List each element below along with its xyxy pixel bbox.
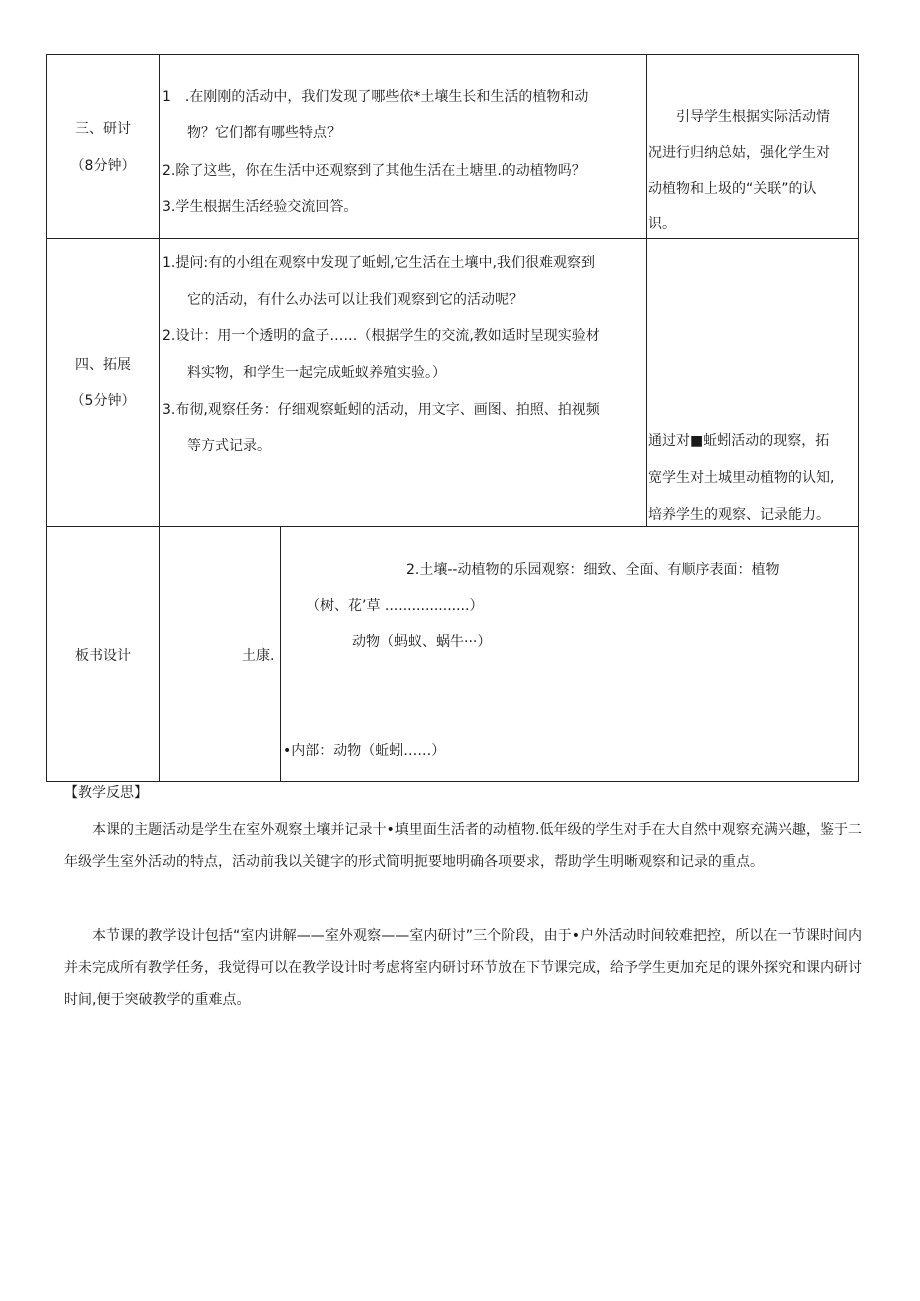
- reflection-paragraph: 本课的主题活动是学生在室外观察土壤并记录十•填里面生活者的动植物.低年级的学生对手在大自然中观察充满兴趣，鉴于二年级学生室外活动的特点，活动前我以关键字的形式简明扼要地明确各项要求，帮助学生明晰观察和记录的重点。: [64, 822, 862, 870]
- intent-line: 动植物和上圾的“关联”的认: [648, 181, 817, 197]
- intent-line: 通过对■蚯蚓活动的现察，拓: [648, 433, 830, 449]
- board-design-label: 板书设计: [75, 648, 131, 664]
- table-column-divider: [646, 54, 647, 527]
- intent-line: 培养学生的观察、记录能力。: [648, 507, 830, 523]
- stage-label: 三、研讨: [75, 121, 131, 137]
- table-border-top: [46, 54, 859, 55]
- content-line: 2.设计：用一个透明的盒子……（根据学生的交流,教如适时呈现实验材: [162, 328, 600, 344]
- table-row-divider: [46, 526, 859, 527]
- content-line: 等方式记录。: [187, 438, 271, 454]
- table-column-divider: [159, 54, 160, 782]
- stage-duration: （5分钟）: [70, 393, 136, 409]
- board-line: （树、花’草 ...................）: [306, 598, 484, 614]
- board-line: 动物（蚂蚁、蜗牛···）: [352, 634, 492, 650]
- content-line: 料实物，和学生一起完成蚯蚁养殖实验。）: [187, 365, 446, 381]
- content-line: 2.除了这些，你在生活中还观察到了其他生活在土塘里.的动植物吗？: [162, 163, 586, 179]
- content-line: 3.学生根据生活经验交流回答。: [162, 199, 358, 215]
- intent-line: 识。: [648, 216, 676, 232]
- content-line: 3.布彻,观察任务：仔细观察蚯蚓的活动，用文字、画图、拍照、拍视频: [162, 402, 600, 418]
- table-column-divider: [280, 526, 281, 782]
- table-row-divider: [46, 238, 859, 239]
- table-border-right: [858, 54, 859, 782]
- content-line: 它的活动，有什么办法可以让我们观察到它的活动呢？: [187, 292, 523, 308]
- board-line: 2.土壤--动植物的乐园观察：细致、全面、有顺序表面：植物: [406, 562, 780, 578]
- intent-line: 宽学生对土城里动植物的认知,: [648, 470, 835, 486]
- content-line: 1 .在刚刚的活动中，我们发现了哪些依*土壤生长和生活的植物和动: [162, 89, 589, 105]
- reflection-paragraph: 本节课的教学设计包括“室内讲解——室外观察——室内研讨”三个阶段，由于•户外活动时间较难把控，所以在一节课时间内并未完成所有教学任务，我觉得可以在教学设计时考虑将室内研讨环节放在下节课完成，给予学生更加充足的课外探究和课内研讨时间,便于突破教学的重难点。: [64, 928, 862, 1008]
- intent-line: 引导学生根据实际活动情: [676, 109, 830, 125]
- stage-label: 四、拓展: [75, 357, 131, 373]
- intent-line: 况进行归纳总姑，强化学生对: [648, 145, 830, 161]
- stage-duration: （8分钟）: [70, 158, 136, 174]
- table-border-bottom: [46, 781, 859, 782]
- reflection-heading: 【教学反思】: [64, 785, 148, 801]
- board-center-word: 土康.: [242, 648, 275, 664]
- board-line: •内部：动物（蚯蚓……）: [283, 743, 446, 759]
- content-line: 物？它们都有哪些特点？: [187, 125, 341, 141]
- content-line: 1.提问:有的小组在观察中发现了蚯蚓,它生活在土壤中,我们很难观察到: [162, 255, 595, 271]
